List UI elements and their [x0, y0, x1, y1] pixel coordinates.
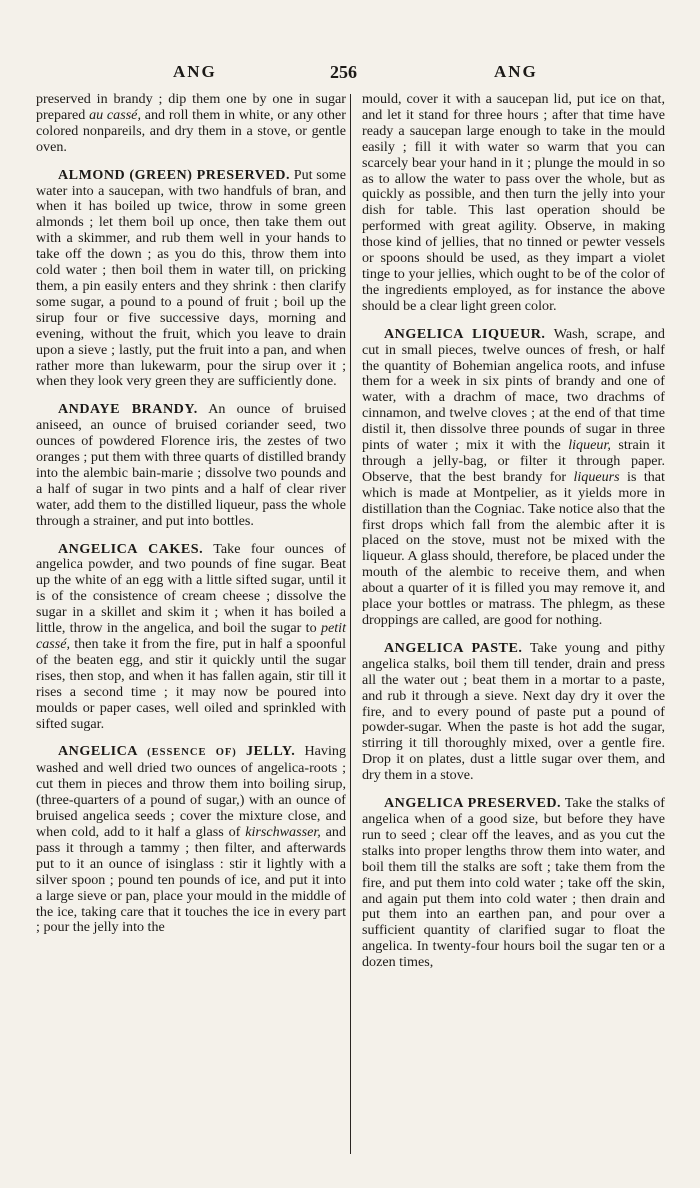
entry-continued [36, 92, 346, 156]
entry-text: Take the stalks of angelica when of a good size, but before they have run to seed ; clear off the leaves, and as you cut the stalks into proper lengths throw them into water, and boil them till the stalks are soft ; take them from the fire, and put them into cold water ; take off the skin, and again put them into cold water ; then drain and put them into an earthen pan, and pour over a sufficient quantity of clarified sugar to float the angelica. In twenty-four hours boil the sugar ten or a dozen times, [362, 795, 665, 971]
entry-headword: JELLY. [245, 743, 296, 760]
running-header [0, 62, 700, 86]
left-column [36, 92, 346, 936]
entry-headword: ANGELICA [58, 743, 138, 760]
entry-text: mould, cover it with a saucepan lid, put ice on that, and let it stand for three hours ; after that time have ready a saucepan large enough to take in the mould easily ; fill it with water so warm that you can scarcely bear your hand in it ; plunge the mould in so as to allow the water to pass over the whole, but as quickly as possible, and then turn the jelly into your dish for table. This last operation should be performed with great agility. Observe, in making those kind of jellies, that no tinned or pewter vessels or spoons should be used, as they impart a violet tinge to your jellies, which ought to be of the color of the ingredients employed, as for instance the above should be a clear light green color. [362, 91, 665, 314]
entry-angelica-preserved [362, 796, 665, 971]
italic-term: liqueurs [573, 468, 620, 485]
entry-text: Wash, scrape, and cut in small pieces, twelve ounces of fresh, or half the quantity of Bohemian angelica roots, and infuse them for a week in six pints of brandy and one of water, with a drachm of mace, two drachms of cinnamon, and twelve cloves ; at the end of that time distil it, then dissolve three pounds of sugar in three pints of water ; mix it with the [362, 325, 665, 454]
entry-angelica-paste [362, 641, 665, 784]
italic-term: liqueur, [568, 437, 611, 454]
italic-term: au cassé, [89, 106, 141, 123]
entry-headword: ANGELICA PRESERVED. [384, 795, 562, 812]
entry-text: and pass it through a tammy ; then filter, and afterwards put to it an ounce of isinglass : stir it lightly with a silver spoon ; pound ten pounds of ice, and put it into a large sieve or pan, place your mould in the middle of the ice, taking care that it touches the ice in every part ; pour the jelly into the [36, 823, 346, 936]
page-number: 256 [330, 62, 357, 82]
entry-text: An ounce of bruised aniseed, an ounce of bruised coriander seed, two ounces of powdered Florence iris, the zestes of two oranges ; put them with three quarts of distilled brandy into the alembic bain-marie ; dissolve two pounds and a half of sugar in two pints and a half of clear river water, add them to the distilled liqueur, pass the whole through a strainer, and put into bottles. [36, 401, 346, 529]
entry-text: Put some water into a saucepan, with two handfuls of bran, and when it has boiled up twice, throw in some green almonds ; let them boil up once, then take them out with a skimmer, and rub them well in your hands to take off the down ; as you do this, throw them into cold water ; then boil them in water till, on pricking them, a pin easily enters and they shrink : then clarify some sugar, a pound to a pound of fruit ; boil up the sirup four or five successive days, morning and evening, without the fruit, which you leave to drain upon a sieve ; lastly, put the fruit into a pan, and when rather more than lukewarm, pour the sirup over it ; when they look very green they are sufficiently done. [36, 166, 346, 390]
entry-angelica-essence-jelly [36, 744, 346, 936]
entry-text: then take it from the fire, put in half a spoonful of the beaten egg, and stir it quickly until the sugar rises, then stop, and when it has fallen again, stir till it rises a second time ; it may now be poured into moulds or paper cases, well oiled and sprinkled with sifted sugar. [36, 636, 346, 732]
entry-angelica-cakes [36, 542, 346, 733]
entry-headword: ANGELICA PASTE. [384, 639, 523, 656]
header-left-guideword: ANG [173, 62, 217, 81]
entry-text: and roll them in white, or any other colored nonpareils, and dry them in a stove, or gentle oven. [36, 106, 346, 155]
entry-andaye-brandy [36, 402, 346, 529]
entry-headword: ANGELICA LIQUEUR. [384, 325, 546, 342]
entry-text: Take four ounces of angelica powder, and two pounds of fine sugar. Beat up the white of an egg with a little sifted sugar, until it is of the consistence of cream cheese ; dissolve the sugar in a skillet and skim it ; when it has boiled a little, throw in the angelica, and boil the sugar to [36, 540, 346, 637]
entry-headword: ALMOND (GREEN) PRESERVED. [58, 166, 291, 183]
italic-term: kirschwasser, [245, 823, 321, 840]
entry-headword: ANDAYE BRANDY. [58, 401, 198, 418]
header-right-guideword: ANG [494, 62, 538, 81]
entry-text: strain it through a jelly-bag, or filter it through paper. Observe, that the best brandy for [362, 437, 666, 485]
entry-headword: ANGELICA CAKES. [58, 540, 204, 557]
entry-text: Take young and pithy angelica stalks, boil them till tender, drain and press all the water out ; beat them in a mortar to a paste, and rub it through a sieve. Next day dry it over the fire, and to every pound of paste put a pound of powder-sugar. When the paste is hot add the sugar, stirring it till thoroughly mixed, over a gentle fire. Drop it on plates, dust a little sugar over them, and dry them in a stove. [362, 639, 665, 784]
entry-almond-green-preserved [36, 168, 346, 391]
entry-text: is that which is made at Montpelier, as it yields more in distillation than the Cogniac. Take notice also that the first drops which fall from the alembic after it is placed on the stove, must not be mixed with the liqueur. A glass should, therefore, be placed under the mouth of the alembic to receive them, and when about a quarter of it is filled you may remove it, and place your bottles or matrass. The phlegm, as these droppings are called, are good for nothing. [362, 468, 665, 628]
entry-headword-smallcaps: (ESSENCE OF) [147, 747, 237, 759]
entry-text: Having washed and well dried two ounces of angelica-roots ; cut them in pieces and throw them into boiling sirup, (three-quarters of a pound of sugar,) with an ounce of bruised angelica seeds ; cover the mixture close, and when cold, add to it half a glass of [36, 743, 346, 840]
italic-term: petit cassé, [36, 620, 346, 652]
right-column [362, 92, 665, 971]
entry-jelly-continued [362, 92, 665, 315]
column-divider [350, 94, 351, 1154]
entry-text: preserved in brandy ; dip them one by one in sugar prepared [36, 91, 346, 123]
entry-angelica-liqueur [362, 327, 665, 629]
